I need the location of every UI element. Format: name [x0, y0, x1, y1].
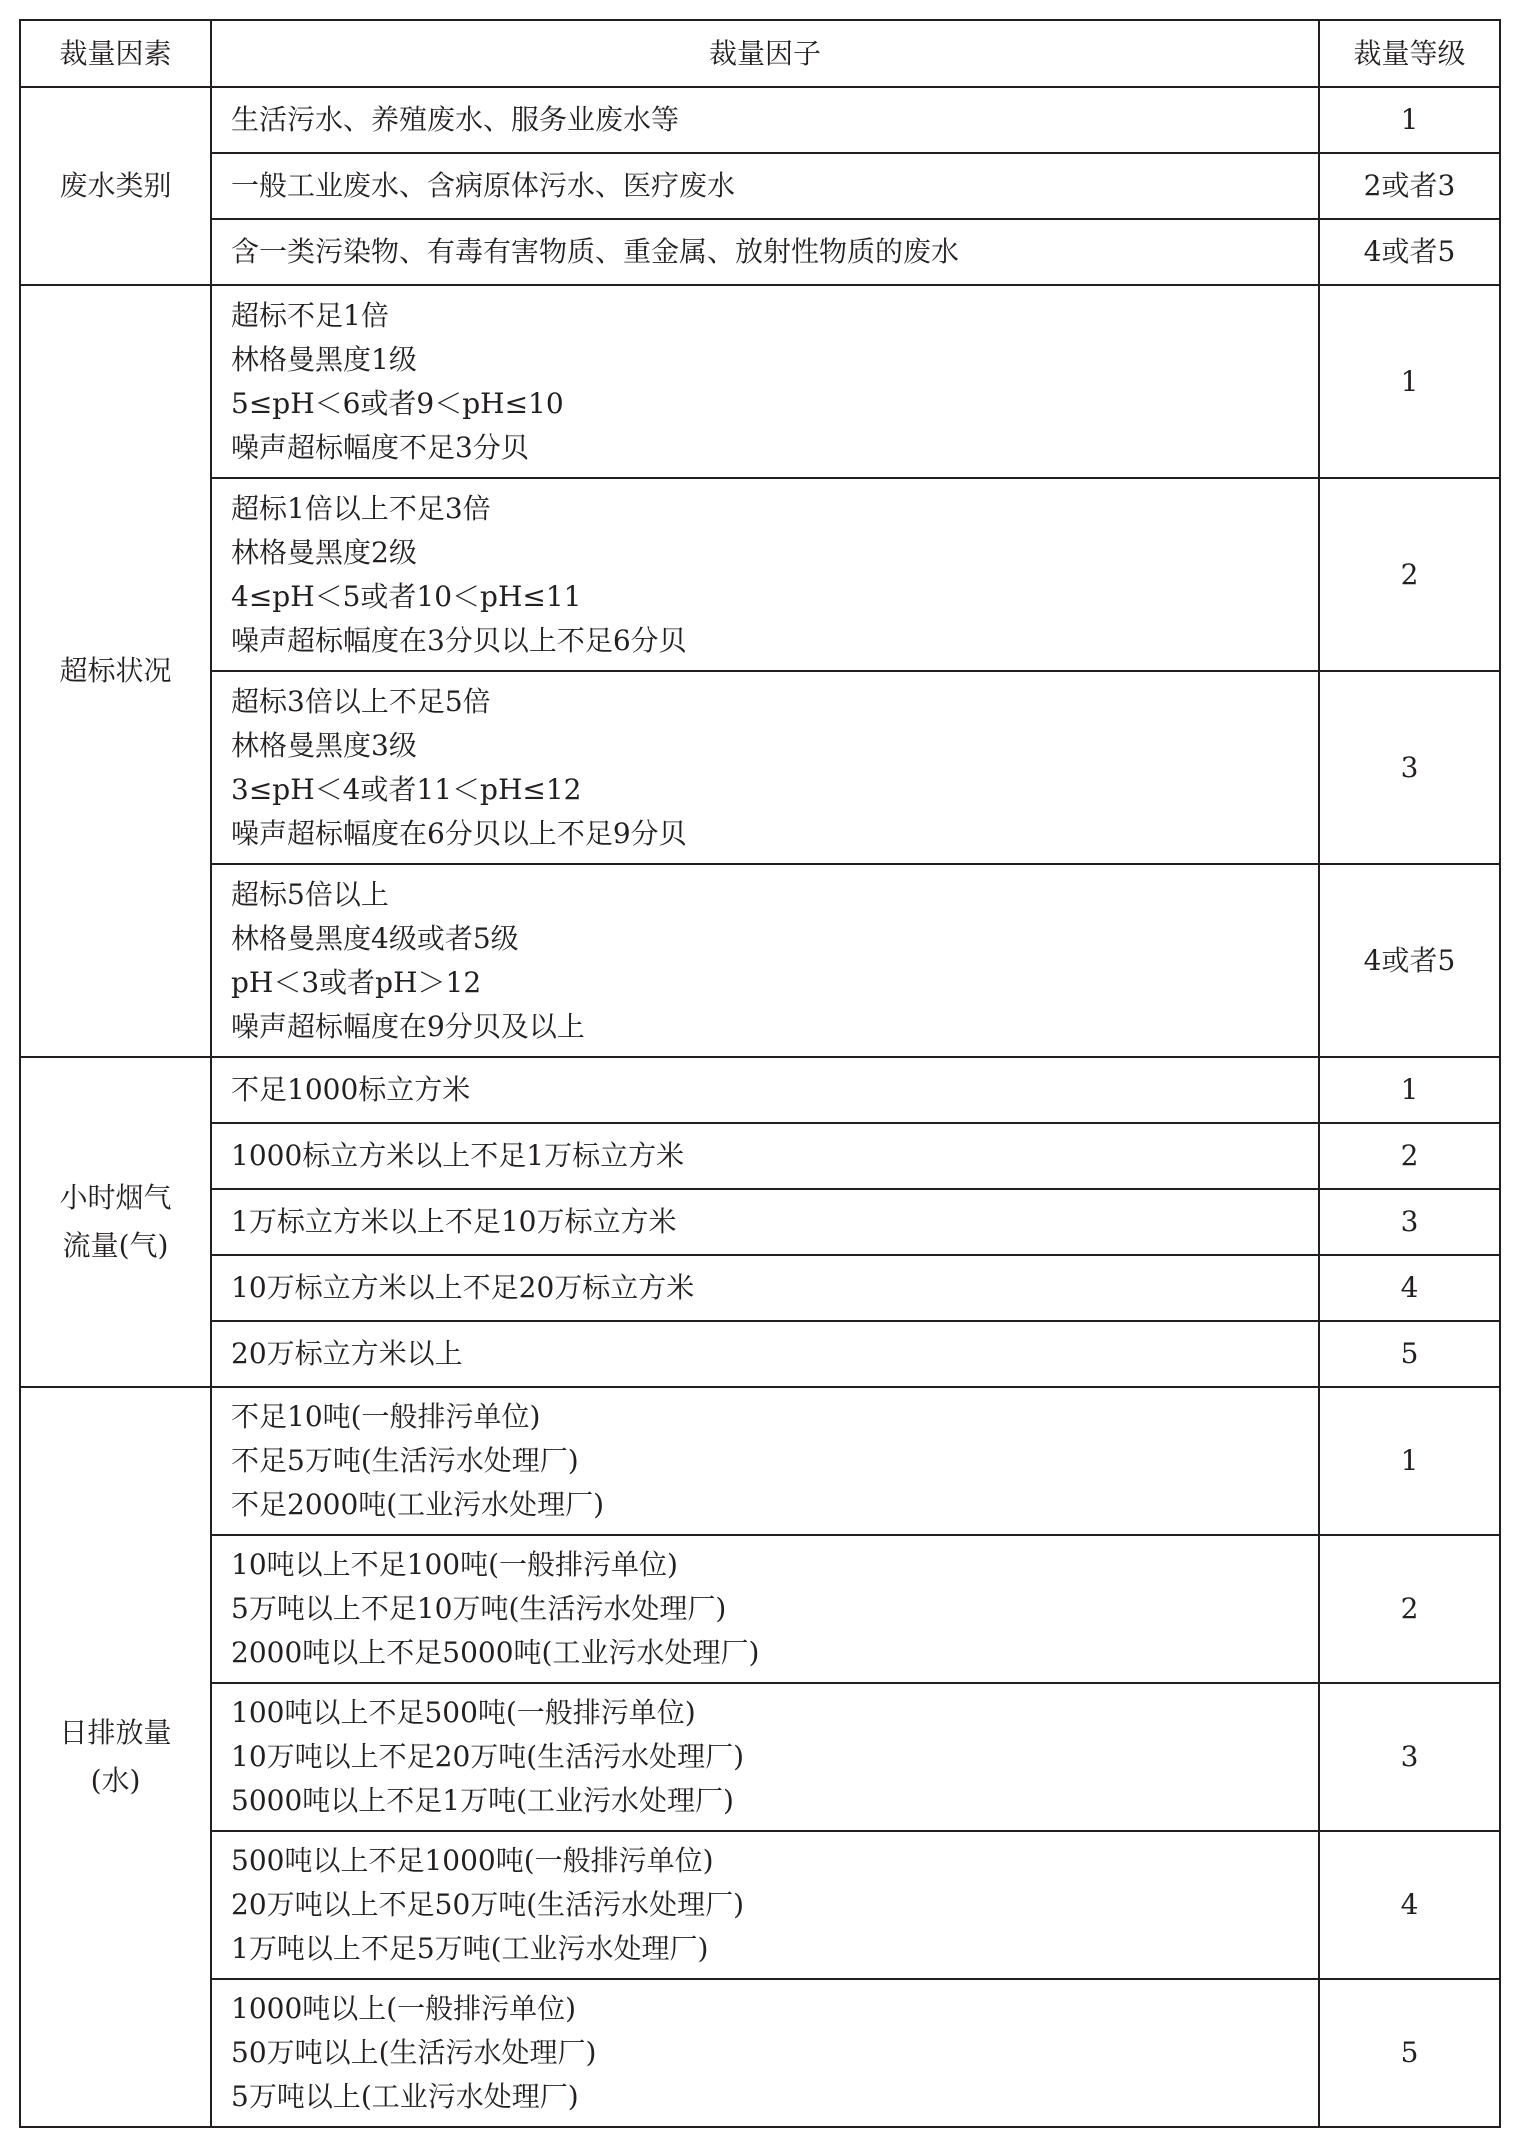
- item-line: 1万标立方米以上不足10万标立方米: [231, 1205, 677, 1238]
- item-cell: [211, 1979, 1319, 2127]
- level-cell: 1: [1319, 285, 1500, 478]
- factor-cell: [20, 1387, 211, 2127]
- item-line: 20万吨以上不足50万吨(生活污水处理厂): [231, 1888, 745, 1921]
- level-cell: 3: [1319, 1683, 1500, 1831]
- table-row: [20, 219, 1500, 285]
- item-cell: [211, 1255, 1319, 1321]
- item-line: 林格曼黑度1级: [231, 342, 417, 376]
- item-line: 1000吨以上(一般排污单位): [231, 1992, 577, 2025]
- item-line: 4≤pH＜5或者10＜pH≤11: [231, 579, 582, 613]
- factor-cell: [20, 285, 211, 1057]
- item-cell: [211, 864, 1319, 1057]
- item-line: 1万吨以上不足5万吨(工业污水处理厂): [231, 1932, 709, 1965]
- item-line: 生活污水、养殖废水、服务业废水等: [231, 103, 680, 136]
- table-row: [20, 87, 1500, 153]
- level-cell: 4: [1319, 1831, 1500, 1979]
- table-row: [20, 1387, 1500, 1535]
- table-row: [20, 1123, 1500, 1189]
- item-cell: [211, 478, 1319, 671]
- table-row: [20, 1535, 1500, 1683]
- item-cell: [211, 1683, 1319, 1831]
- item-cell: [211, 1189, 1319, 1255]
- level-cell: 5: [1319, 1979, 1500, 2127]
- item-cell: [211, 219, 1319, 285]
- item-line: 不足1000标立方米: [231, 1073, 471, 1106]
- item-line: 不足10吨(一般排污单位): [231, 1400, 541, 1433]
- item-cell: [211, 1057, 1319, 1123]
- header-factor: 裁量因素: [20, 20, 211, 87]
- item-line: 林格曼黑度4级或者5级: [231, 921, 519, 955]
- table-row: [20, 478, 1500, 671]
- item-line: 50万吨以上(生活污水处理厂): [231, 2036, 597, 2069]
- table-row: [20, 1683, 1500, 1831]
- item-line: 噪声超标幅度不足3分贝: [231, 430, 529, 464]
- item-line: 超标1倍以上不足3倍: [231, 491, 491, 525]
- factor-label: 小时烟气: [59, 1181, 172, 1214]
- factor-label: 超标状况: [59, 654, 172, 687]
- factor-label: 日排放量: [59, 1716, 172, 1749]
- level-cell: 3: [1319, 671, 1500, 864]
- table-row: [20, 1979, 1500, 2127]
- item-line: 不足2000吨(工业污水处理厂): [231, 1488, 605, 1521]
- table-row: [20, 1321, 1500, 1387]
- item-line: 2000吨以上不足5000吨(工业污水处理厂): [231, 1636, 760, 1669]
- table-row: [20, 153, 1500, 219]
- item-cell: [211, 1123, 1319, 1189]
- item-cell: [211, 87, 1319, 153]
- item-line: 10万标立方米以上不足20万标立方米: [231, 1271, 695, 1304]
- table-row: [20, 1255, 1500, 1321]
- factor-cell: [20, 1057, 211, 1387]
- item-cell: [211, 671, 1319, 864]
- level-cell: 4或者5: [1319, 219, 1500, 285]
- item-line: 噪声超标幅度在6分贝以上不足9分贝: [231, 816, 687, 850]
- table-row: [20, 864, 1500, 1057]
- item-line: 10万吨以上不足20万吨(生活污水处理厂): [231, 1740, 745, 1773]
- item-line: 5000吨以上不足1万吨(工业污水处理厂): [231, 1784, 734, 1817]
- item-line: 100吨以上不足500吨(一般排污单位): [231, 1696, 696, 1729]
- level-cell: 4或者5: [1319, 864, 1500, 1057]
- factor-label: 废水类别: [59, 169, 172, 202]
- factor-cell: [20, 87, 211, 285]
- level-cell: 2: [1319, 478, 1500, 671]
- item-line: 20万标立方米以上: [231, 1337, 463, 1370]
- table-row: [20, 285, 1500, 478]
- item-line: pH＜3或者pH＞12: [231, 965, 482, 999]
- table-row: [20, 1189, 1500, 1255]
- header-level: 裁量等级: [1319, 20, 1500, 87]
- level-cell: 1: [1319, 87, 1500, 153]
- item-line: 超标3倍以上不足5倍: [231, 684, 491, 718]
- table-row: [20, 1831, 1500, 1979]
- item-line: 5万吨以上(工业污水处理厂): [231, 2080, 579, 2113]
- item-line: 噪声超标幅度在9分贝及以上: [231, 1009, 585, 1043]
- item-line: 1000标立方米以上不足1万标立方米: [231, 1139, 685, 1172]
- item-line: 5≤pH＜6或者9＜pH≤10: [231, 386, 564, 420]
- item-line: 3≤pH＜4或者11＜pH≤12: [231, 772, 582, 806]
- level-cell: 1: [1319, 1387, 1500, 1535]
- level-cell: 1: [1319, 1057, 1500, 1123]
- item-line: 超标5倍以上: [231, 877, 389, 911]
- level-cell: 2: [1319, 1123, 1500, 1189]
- table-body: [20, 87, 1500, 2127]
- item-line: 10吨以上不足100吨(一般排污单位): [231, 1548, 678, 1581]
- level-cell: 2: [1319, 1535, 1500, 1683]
- item-cell: [211, 1831, 1319, 1979]
- item-line: 超标不足1倍: [231, 298, 389, 332]
- discretion-table: [19, 19, 1501, 2128]
- item-line: 一般工业废水、含病原体污水、医疗废水: [231, 169, 736, 202]
- level-cell: 5: [1319, 1321, 1500, 1387]
- item-cell: [211, 285, 1319, 478]
- item-cell: [211, 1535, 1319, 1683]
- item-line: 不足5万吨(生活污水处理厂): [231, 1444, 579, 1477]
- item-cell: [211, 1321, 1319, 1387]
- item-cell: [211, 153, 1319, 219]
- item-line: 含一类污染物、有毒有害物质、重金属、放射性物质的废水: [231, 235, 960, 268]
- level-cell: 2或者3: [1319, 153, 1500, 219]
- item-cell: [211, 1387, 1319, 1535]
- table-row: [20, 671, 1500, 864]
- level-cell: 4: [1319, 1255, 1500, 1321]
- factor-label: 流量(气): [62, 1229, 169, 1262]
- item-line: 林格曼黑度2级: [231, 535, 417, 569]
- header-row: [20, 20, 1500, 87]
- item-line: 林格曼黑度3级: [231, 728, 417, 762]
- item-line: 5万吨以上不足10万吨(生活污水处理厂): [231, 1592, 727, 1625]
- header-item: 裁量因子: [211, 20, 1319, 87]
- factor-label: (水): [90, 1764, 141, 1797]
- level-cell: 3: [1319, 1189, 1500, 1255]
- item-line: 500吨以上不足1000吨(一般排污单位): [231, 1844, 714, 1877]
- table-row: [20, 1057, 1500, 1123]
- item-line: 噪声超标幅度在3分贝以上不足6分贝: [231, 623, 687, 657]
